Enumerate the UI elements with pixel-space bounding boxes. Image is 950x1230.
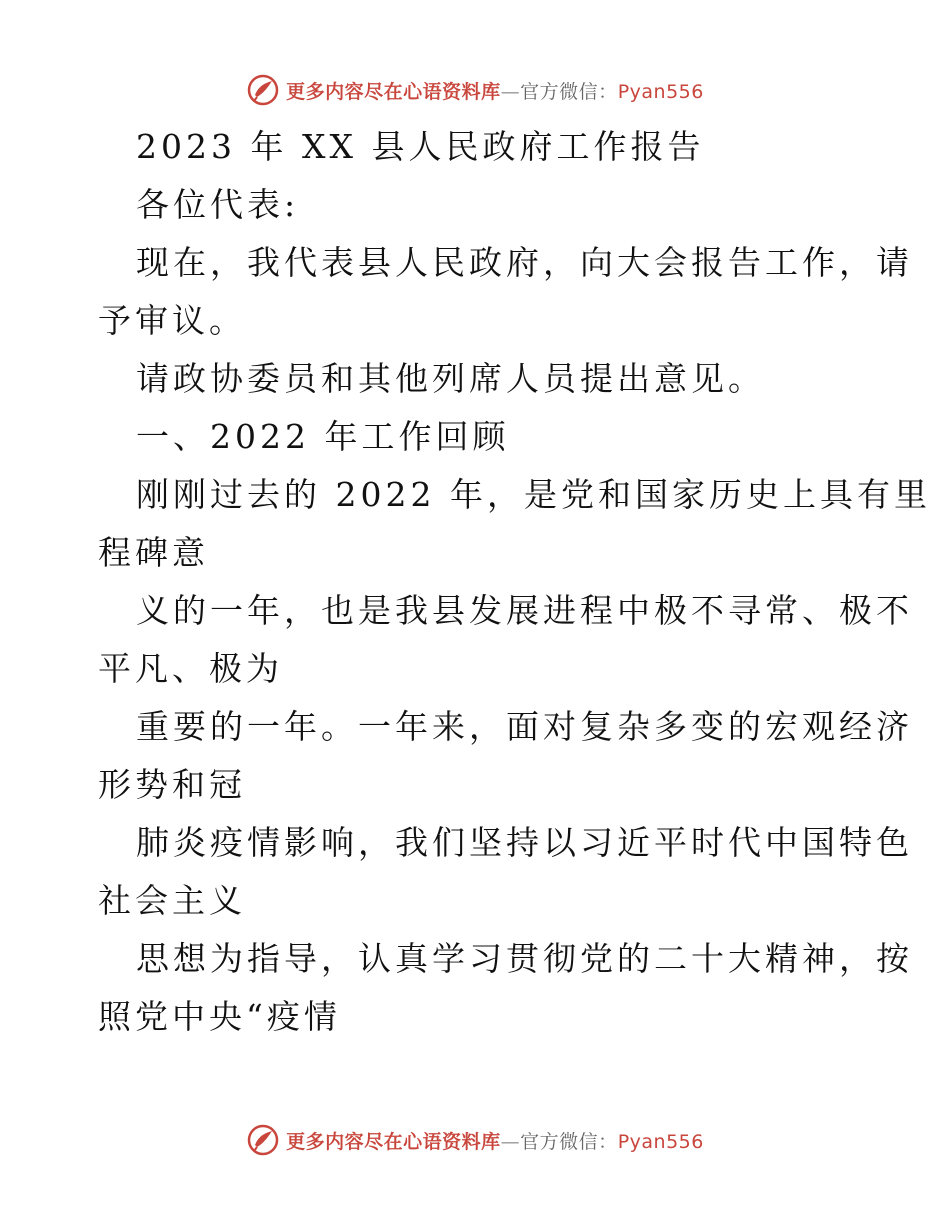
watermark-official: 官方微信：: [520, 1130, 618, 1153]
watermark-id: Pyan556: [617, 80, 704, 103]
watermark-text: [286, 1127, 704, 1154]
text-line: 社会主义: [98, 881, 246, 920]
text-line: 现在，我代表县人民政府，向大会报告工作，请: [136, 243, 913, 282]
text-line: 一、2022 年工作回顾: [136, 417, 510, 456]
text-line: 予审议。: [98, 301, 246, 340]
watermark-brand: 更多内容尽在心语资料库: [286, 80, 501, 103]
text-line: 思想为指导，认真学习贯彻党的二十大精神，按: [136, 939, 913, 978]
watermark-header: [0, 70, 950, 110]
brand-logo-icon: [246, 73, 280, 107]
document-body: [98, 118, 931, 1046]
text-line: 肺炎疫情影响，我们坚持以习近平时代中国特色: [136, 823, 913, 862]
watermark-id: Pyan556: [617, 1130, 704, 1153]
text-line: 形势和冠: [98, 765, 246, 804]
watermark-text: [286, 77, 704, 104]
text-line: 程碑意: [98, 533, 209, 572]
watermark-footer: [0, 1120, 950, 1160]
text-line: 照党中央“疫情: [98, 997, 341, 1036]
watermark-dash: —: [500, 80, 521, 103]
text-line: 2023 年 XX 县人民政府工作报告: [136, 127, 705, 166]
text-line: 重要的一年。一年来，面对复杂多变的宏观经济: [136, 707, 913, 746]
text-line: 请政协委员和其他列席人员提出意见。: [136, 359, 765, 398]
text-line: 平凡、极为: [98, 649, 283, 688]
watermark-dash: —: [500, 1130, 521, 1153]
text-line: 刚刚过去的 2022 年，是党和国家历史上具有里: [136, 475, 931, 514]
brand-logo-icon: [246, 1123, 280, 1157]
text-line: 各位代表:: [136, 185, 300, 224]
watermark-official: 官方微信：: [520, 80, 618, 103]
text-line: 义的一年，也是我县发展进程中极不寻常、极不: [136, 591, 913, 630]
watermark-brand: 更多内容尽在心语资料库: [286, 1130, 501, 1153]
